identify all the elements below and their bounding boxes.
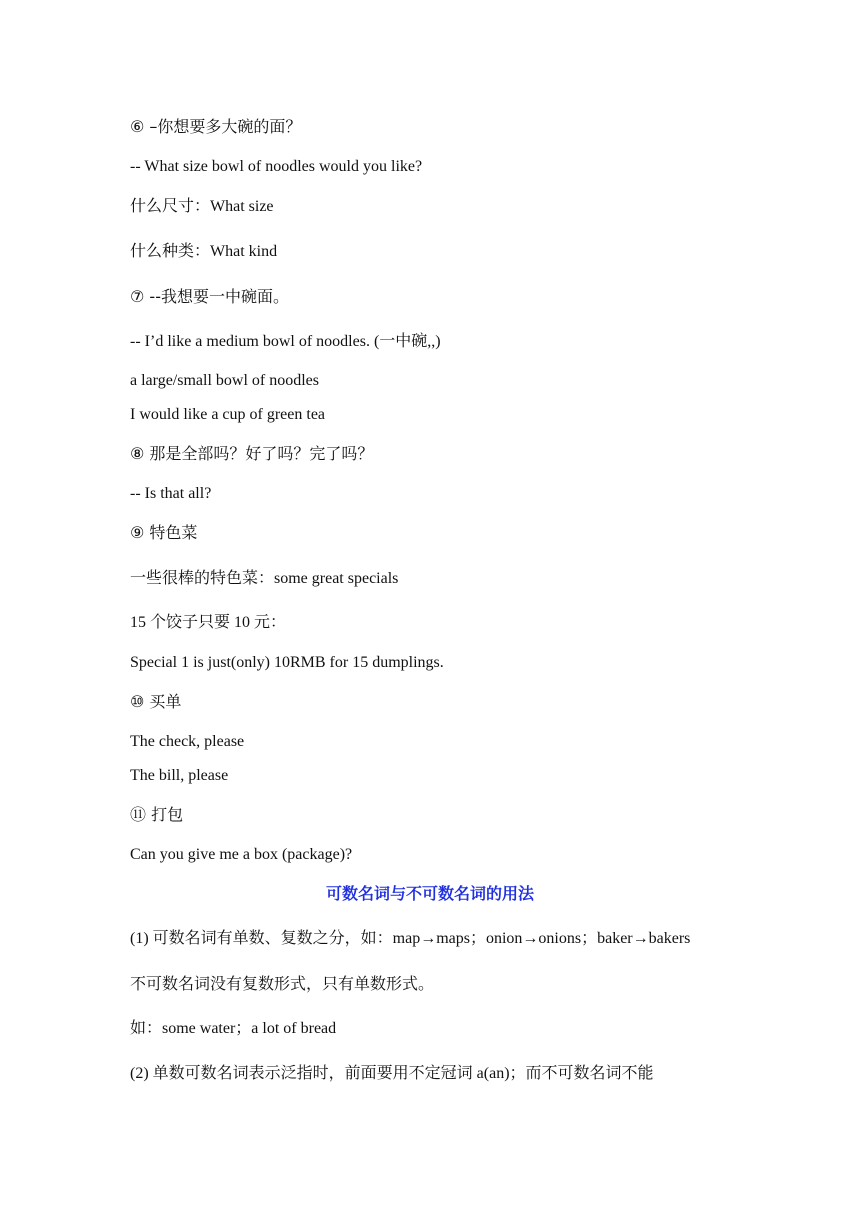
box-package-line: Can you give me a box (package)? [130, 846, 353, 863]
green-tea-line: I would like a cup of green tea [130, 406, 326, 423]
uncountable-no-plural-line: 不可数名词没有复数形式，只有单数形式。 [130, 974, 435, 993]
large-small-bowl-line: a large/small bowl of noodles [130, 372, 319, 389]
item-10-title: ⑩ 买单 [130, 692, 182, 711]
great-specials-line: 一些很棒的特色菜：some great specials [130, 570, 399, 587]
special-1-line: Special 1 is just(only) 10RMB for 15 dumplings. [130, 654, 444, 671]
check-please-line: The check, please [130, 733, 245, 750]
what-size-line: 什么尺寸：What size [130, 198, 274, 215]
item-6-question-cn: ⑥ –你想要多大碗的面？ [130, 117, 302, 136]
rule-1-line: (1) 可数名词有单数、复数之分，如：map→maps；onion→onions；baker→bakers [130, 930, 691, 947]
item-7-answer-en: -- I’d like a medium bowl of noodles. (一中碗,,) [130, 333, 441, 350]
item-6-question-en: -- What size bowl of noodles would you like? [130, 158, 423, 175]
example-line: 如：some water；a lot of bread [130, 1020, 337, 1037]
item-7-answer-cn: ⑦ --我想要一中碗面。 [130, 287, 289, 306]
item-11-title: ⑪ 打包 [130, 805, 184, 824]
section-heading: 可数名词与不可数名词的用法 [325, 884, 534, 903]
bill-please-line: The bill, please [130, 767, 229, 784]
item-9-title: ⑨ 特色菜 [130, 523, 198, 542]
rule-2-line: (2) 单数可数名词表示泛指时，前面要用不定冠词 a(an)；而不可数名词不能 [130, 1065, 654, 1082]
dumplings-price-cn: 15 个饺子只要 10 元： [130, 614, 287, 631]
item-8-en: -- Is that all? [130, 485, 212, 502]
item-8-cn: ⑧ 那是全部吗？好了吗？完了吗？ [130, 444, 374, 463]
what-kind-line: 什么种类：What kind [130, 243, 278, 260]
